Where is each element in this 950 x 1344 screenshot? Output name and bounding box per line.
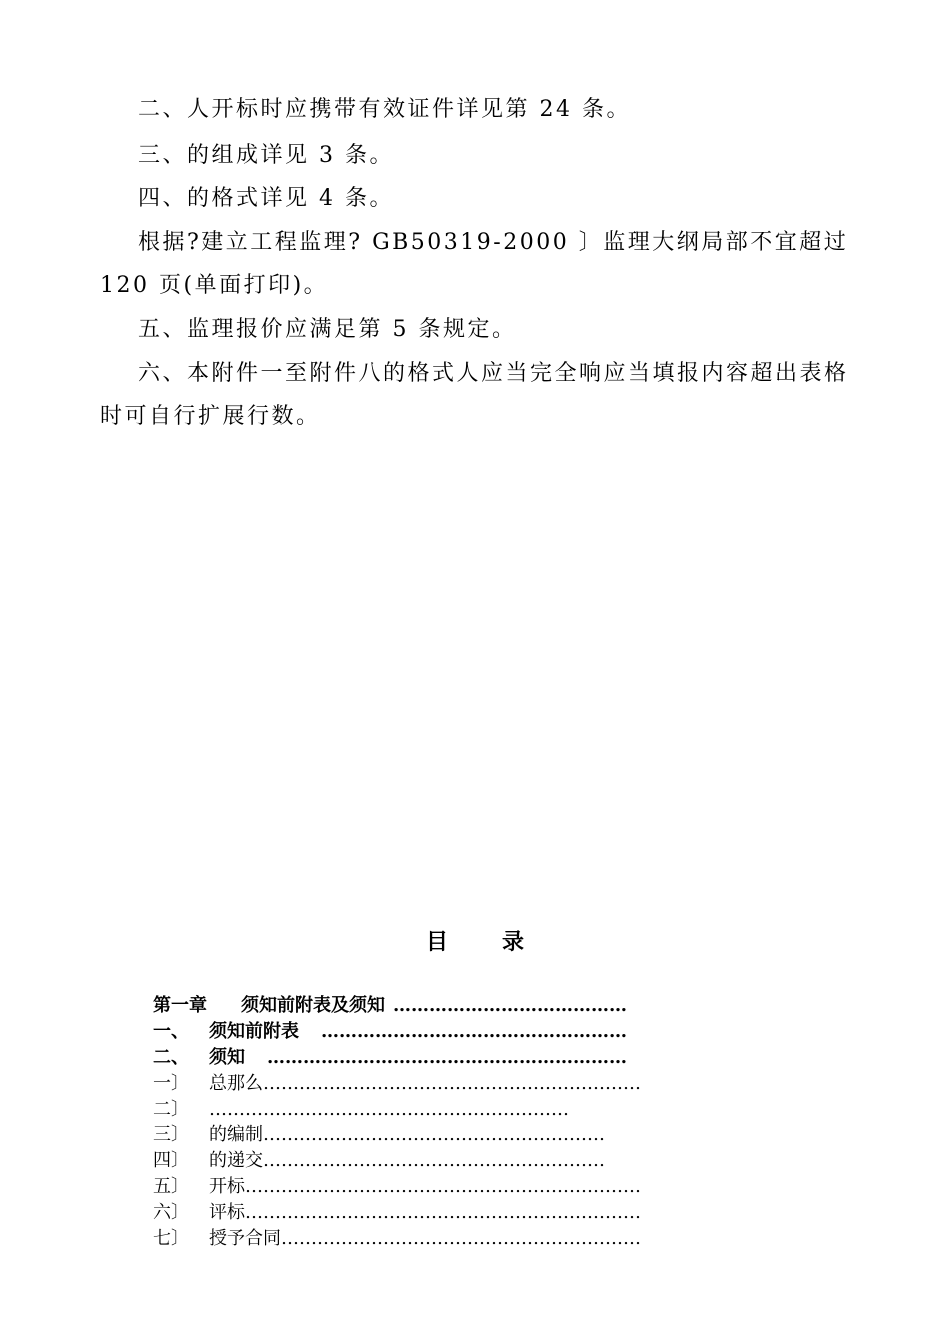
toc-item-label: 的递交 bbox=[209, 1150, 263, 1172]
toc-item-leader: …………………………………………………… bbox=[281, 1228, 641, 1250]
toc-item-section-2[interactable] bbox=[153, 1045, 853, 1071]
toc-item-label: 须知前附表及须知 bbox=[241, 995, 385, 1016]
toc-item-leader: ………………………………………………… bbox=[263, 1124, 605, 1146]
toc-item-subsection-6[interactable] bbox=[153, 1200, 853, 1226]
toc-item-number: 三〕 bbox=[153, 1124, 189, 1146]
toc-item-number: 一〕 bbox=[153, 1072, 189, 1094]
toc-item-leader: ………………………………………………………… bbox=[245, 1202, 641, 1224]
paragraph-1: 二、人开标时应携带有效证件详见第 24 条。 bbox=[100, 97, 631, 122]
paragraph-3: 四、的格式详见 4 条。 bbox=[100, 186, 394, 211]
toc-item-leader: …………………………………………………… bbox=[267, 1046, 627, 1068]
toc-item-number: 七〕 bbox=[153, 1228, 189, 1250]
toc-item-leader: ………………………………………………………… bbox=[245, 1176, 641, 1198]
toc-item-label: 开标 bbox=[209, 1176, 245, 1198]
paragraph-2: 三、的组成详见 3 条。 bbox=[100, 143, 394, 168]
toc-title bbox=[0, 925, 950, 956]
toc-item-leader: …………………………………………… bbox=[321, 1020, 627, 1042]
toc-item-subsection-4[interactable] bbox=[153, 1148, 853, 1174]
toc-item-number: 一、 bbox=[153, 1020, 189, 1042]
toc-item-subsection-5[interactable] bbox=[153, 1174, 853, 1200]
toc-item-subsection-1[interactable] bbox=[153, 1071, 853, 1097]
toc-item-number: 二〕 bbox=[153, 1098, 189, 1120]
toc-item-subsection-2[interactable] bbox=[153, 1097, 853, 1123]
paragraph-4: 根据?建立工程监理? GB50319-2000 〕监理大纲局部不宜超过120 页(单面打印)。 bbox=[100, 230, 849, 298]
toc-item-leader: …………………………………………………… bbox=[209, 1098, 569, 1120]
toc-item-chapter-1[interactable] bbox=[153, 993, 853, 1019]
toc-item-label: 总那么 bbox=[209, 1072, 263, 1094]
toc-item-number: 第一章 bbox=[153, 995, 207, 1016]
toc-title-char-2: 录 bbox=[502, 929, 525, 955]
toc-item-number: 五〕 bbox=[153, 1176, 189, 1198]
toc-item-leader: ………………………………… bbox=[393, 995, 627, 1016]
toc-item-number: 六〕 bbox=[153, 1202, 189, 1224]
toc-item-leader: ……………………………………………………… bbox=[263, 1072, 641, 1094]
paragraph-6: 六、本附件一至附件八的格式人应当完全响应当填报内容超出表格时可自行扩展行数。 bbox=[100, 361, 849, 429]
paragraph-5: 五、监理报价应满足第 5 条规定。 bbox=[100, 317, 517, 342]
toc-item-label: 须知前附表 bbox=[209, 1020, 299, 1042]
toc-item-section-1[interactable] bbox=[153, 1019, 853, 1045]
toc-item-number: 二、 bbox=[153, 1046, 189, 1068]
toc-item-label: 须知 bbox=[209, 1046, 245, 1068]
toc-item-label: 授予合同 bbox=[209, 1228, 281, 1250]
table-of-contents bbox=[153, 993, 853, 1252]
toc-item-number: 四〕 bbox=[153, 1150, 189, 1172]
toc-item-subsection-7[interactable] bbox=[153, 1226, 853, 1252]
toc-item-subsection-3[interactable] bbox=[153, 1122, 853, 1148]
toc-item-leader: ………………………………………………… bbox=[263, 1150, 605, 1172]
toc-item-label: 的编制 bbox=[209, 1124, 263, 1146]
toc-title-char-1: 目 bbox=[425, 929, 448, 955]
toc-item-label: 评标 bbox=[209, 1202, 245, 1224]
